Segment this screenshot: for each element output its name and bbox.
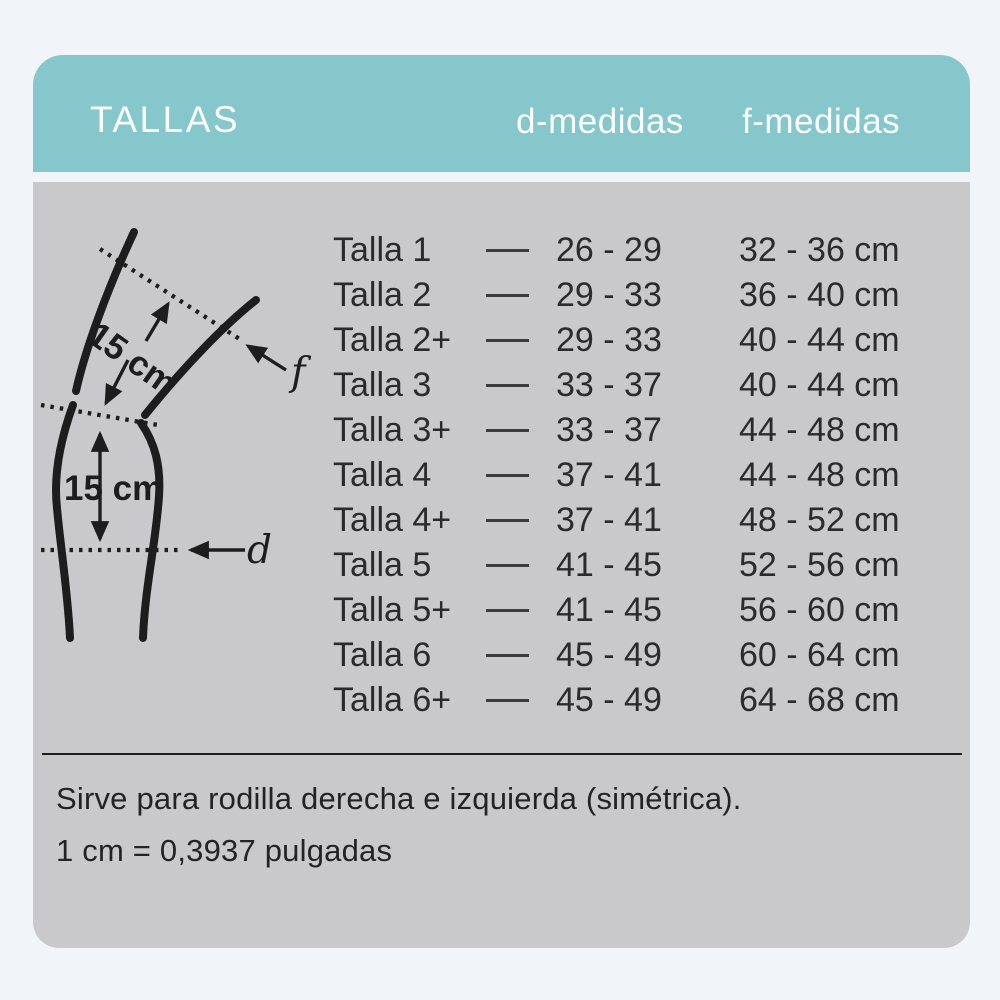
column-header-f-medidas: f-medidas bbox=[742, 102, 901, 141]
row-dash bbox=[486, 474, 556, 477]
d-value: 26 - 29 bbox=[556, 231, 662, 269]
f-value: 44 - 48 cm bbox=[739, 456, 900, 494]
f-value: 32 - 36 cm bbox=[739, 231, 900, 269]
size-label: Talla 6 bbox=[333, 636, 432, 674]
dash-line bbox=[486, 339, 529, 342]
dash-line bbox=[486, 429, 529, 432]
row-dash bbox=[486, 294, 556, 297]
table-row bbox=[333, 228, 943, 273]
row-dash bbox=[486, 339, 556, 342]
f-value: 40 - 44 cm bbox=[739, 366, 900, 404]
table-row bbox=[333, 408, 943, 453]
f-value: 64 - 68 cm bbox=[739, 681, 900, 719]
f-value: 44 - 48 cm bbox=[739, 411, 900, 449]
f-value: 48 - 52 cm bbox=[739, 501, 900, 539]
dash-line bbox=[486, 519, 529, 522]
calf-back-outline bbox=[56, 405, 73, 638]
size-label: Talla 5+ bbox=[333, 591, 452, 629]
size-label: Talla 5 bbox=[333, 546, 432, 584]
f-pointer-arrow bbox=[248, 346, 286, 370]
d-value: 45 - 49 bbox=[556, 636, 662, 674]
dash-line bbox=[486, 654, 529, 657]
size-chart-body bbox=[33, 182, 970, 948]
size-label: Talla 4 bbox=[333, 456, 432, 494]
f-value: 56 - 60 cm bbox=[739, 591, 900, 629]
f-value: 60 - 64 cm bbox=[739, 636, 900, 674]
table-row bbox=[333, 318, 943, 363]
table-row bbox=[333, 453, 943, 498]
size-label: Talla 6+ bbox=[333, 681, 452, 719]
row-dash bbox=[486, 609, 556, 612]
row-dash bbox=[486, 564, 556, 567]
table-row bbox=[333, 633, 943, 678]
dash-line bbox=[486, 249, 529, 252]
d-value: 33 - 37 bbox=[556, 366, 662, 404]
knee-measurement-diagram bbox=[33, 208, 325, 670]
table-footer bbox=[42, 753, 962, 869]
d-value: 29 - 33 bbox=[556, 276, 662, 314]
row-dash bbox=[486, 519, 556, 522]
row-dash bbox=[486, 654, 556, 657]
footer-divider bbox=[42, 753, 962, 755]
d-value: 41 - 45 bbox=[556, 591, 662, 629]
size-label: Talla 2+ bbox=[333, 321, 452, 359]
d-value: 45 - 49 bbox=[556, 681, 662, 719]
table-row bbox=[333, 588, 943, 633]
size-label: Talla 3+ bbox=[333, 411, 452, 449]
d-value: 41 - 45 bbox=[556, 546, 662, 584]
symmetry-note: Sirve para rodilla derecha e izquierda (simétrica). bbox=[56, 781, 742, 816]
d-label: d bbox=[247, 528, 272, 573]
row-dash bbox=[486, 699, 556, 702]
row-dash bbox=[486, 384, 556, 387]
f-value: 40 - 44 cm bbox=[739, 321, 900, 359]
size-table bbox=[333, 228, 943, 723]
upper-distance-arrow-up bbox=[146, 304, 168, 341]
table-row bbox=[333, 273, 943, 318]
table-row bbox=[333, 678, 943, 723]
dash-line bbox=[486, 294, 529, 297]
f-label: f bbox=[291, 350, 306, 395]
size-chart-panel bbox=[33, 55, 970, 948]
table-row bbox=[333, 498, 943, 543]
dash-line bbox=[486, 564, 529, 567]
dash-line bbox=[486, 609, 529, 612]
table-row bbox=[333, 363, 943, 408]
conversion-note: 1 cm = 0,3937 pulgadas bbox=[56, 833, 393, 868]
size-label: Talla 3 bbox=[333, 366, 432, 404]
lower-15cm-label: 15 cm bbox=[64, 469, 164, 508]
f-value: 52 - 56 cm bbox=[739, 546, 900, 584]
table-header-bar bbox=[33, 55, 970, 172]
column-header-d-medidas: d-medidas bbox=[516, 102, 684, 141]
upper-15cm-label: 15 cm bbox=[80, 314, 185, 404]
dash-line bbox=[486, 474, 529, 477]
shin-front-outline bbox=[141, 423, 159, 638]
d-value: 29 - 33 bbox=[556, 321, 662, 359]
table-row bbox=[333, 543, 943, 588]
row-dash bbox=[486, 249, 556, 252]
header-body-gap bbox=[33, 172, 970, 182]
d-value: 33 - 37 bbox=[556, 411, 662, 449]
page-title: TALLAS bbox=[90, 99, 241, 140]
dash-line bbox=[486, 384, 529, 387]
d-value: 37 - 41 bbox=[556, 501, 662, 539]
d-value: 37 - 41 bbox=[556, 456, 662, 494]
f-value: 36 - 40 cm bbox=[739, 276, 900, 314]
size-label: Talla 1 bbox=[333, 231, 432, 269]
row-dash bbox=[486, 429, 556, 432]
size-label: Talla 2 bbox=[333, 276, 432, 314]
dash-line bbox=[486, 699, 529, 702]
size-label: Talla 4+ bbox=[333, 501, 452, 539]
